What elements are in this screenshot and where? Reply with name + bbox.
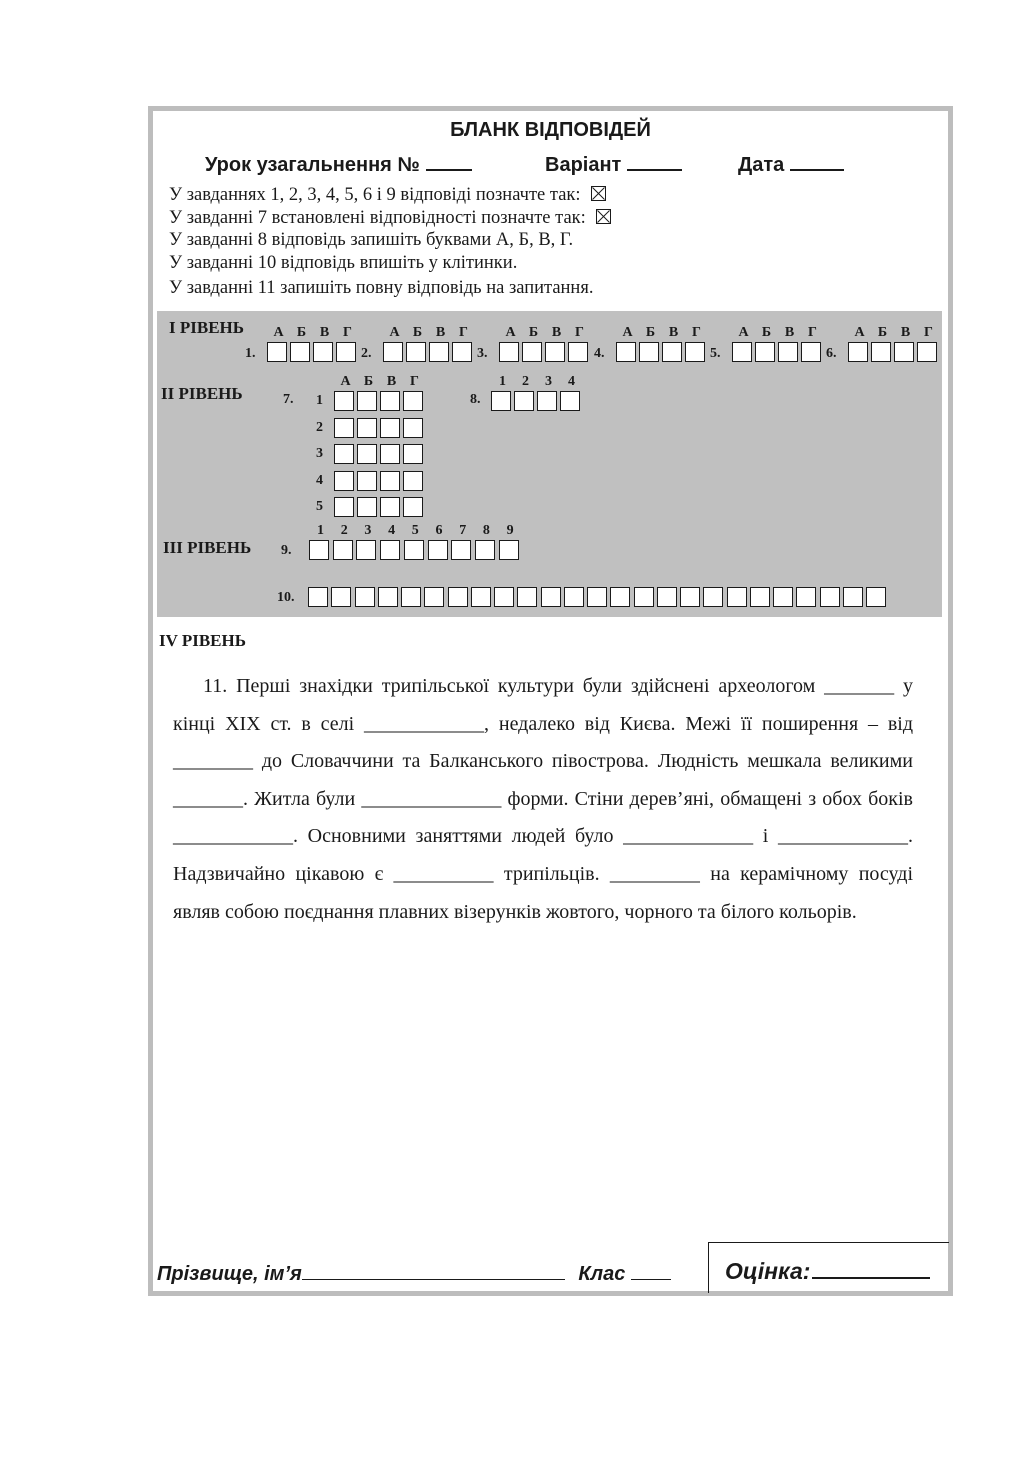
option-letter: В [900, 325, 911, 340]
answer-cell[interactable] [796, 587, 816, 607]
option-letter: Г [459, 325, 468, 340]
sequence-number: 3 [364, 523, 372, 538]
task-number: 7. [283, 392, 294, 407]
grade-label: Оцінка: [725, 1258, 811, 1284]
option-letter: А [505, 325, 516, 340]
answer-cell[interactable] [750, 587, 770, 607]
task-number: 10. [277, 590, 295, 605]
answer-cell[interactable] [424, 587, 444, 607]
task-11-text: 11. Перші знахідки трипільської культури були здійснені археологом _______ у кінці XIX ст. в селі ____________, недалеко від Києва. Межі її поширення – від ________ до Словаччини та Балканського півострова. Людність мешкала великими _______. Житла були ______________ форми. Стіни дерев’яні, обмащені з обох боків ____________. Основними заняттями людей було _____________ і _____________. Надзвичайно цікавою є __________ трипільців. _________ на керамічному посуді являв собою поєднання плавних візерунків жовтого, чорного та білого кольорів. [173, 675, 913, 923]
answer-cell[interactable] [568, 342, 588, 362]
answer-cell[interactable] [755, 342, 775, 362]
instruction-line [169, 208, 611, 229]
answer-cell[interactable] [383, 342, 403, 362]
date-blank[interactable] [790, 151, 844, 171]
row-number: 3 [316, 446, 323, 461]
answer-cell[interactable] [357, 497, 377, 517]
option-letter: Г [924, 325, 933, 340]
option-letter: Б [412, 325, 423, 340]
answer-cell[interactable] [380, 444, 400, 464]
answer-cell[interactable] [732, 342, 752, 362]
answer-cell[interactable] [403, 497, 423, 517]
answer-cell[interactable] [356, 540, 376, 560]
option-letter: А [622, 325, 633, 340]
answer-cell[interactable] [801, 342, 821, 362]
answer-cell[interactable] [848, 342, 868, 362]
date-label: Дата [738, 154, 785, 176]
answer-cell[interactable] [499, 540, 519, 560]
task-number: 5. [710, 346, 721, 361]
option-letter: Б [645, 325, 656, 340]
sequence-number: 9 [506, 523, 514, 538]
option-letter: Г [575, 325, 584, 340]
answer-cell[interactable] [639, 342, 659, 362]
answer-cell[interactable] [727, 587, 747, 607]
answer-cell[interactable] [403, 444, 423, 464]
answer-cell[interactable] [334, 444, 354, 464]
sequence-number: 1 [499, 374, 506, 389]
answer-cell[interactable] [404, 540, 424, 560]
instruction-text: У завданні 7 встановлені відповідності позначте так: [169, 208, 586, 228]
answer-cell[interactable] [451, 540, 471, 560]
answer-cell[interactable] [334, 391, 354, 411]
answer-cell[interactable] [491, 391, 511, 411]
answer-cell[interactable] [406, 342, 426, 362]
option-letter: Б [528, 325, 539, 340]
lesson-number-field [205, 151, 472, 177]
answer-cell[interactable] [452, 342, 472, 362]
answer-cell[interactable] [587, 587, 607, 607]
sequence-number: 2 [340, 523, 348, 538]
answer-cell[interactable] [309, 540, 329, 560]
answer-cell[interactable] [380, 471, 400, 491]
answer-cell[interactable] [560, 391, 580, 411]
level-1-label: І РІВЕНЬ [169, 318, 245, 337]
date-field [738, 151, 844, 177]
answer-cell[interactable] [334, 497, 354, 517]
answer-cell[interactable] [475, 540, 495, 560]
answer-cell[interactable] [403, 418, 423, 438]
variant-label: Варіант [545, 154, 622, 176]
sequence-number: 6 [435, 523, 443, 538]
task-11-text-block [173, 668, 913, 931]
row-number: 4 [316, 472, 323, 488]
instruction-text: У завданнях 1, 2, 3, 4, 5, 6 і 9 відповіді позначте так: [169, 185, 581, 205]
variant-field [545, 151, 682, 177]
answer-cell[interactable] [357, 471, 377, 491]
name-blank[interactable] [302, 1261, 565, 1280]
crossed-box-icon [591, 186, 606, 201]
name-label: Прізвище, ім’я [157, 1263, 302, 1285]
level-4-label: IV РІВЕНЬ [159, 631, 246, 650]
option-letter: А [389, 325, 400, 340]
grade-blank[interactable] [812, 1257, 930, 1279]
answer-cell[interactable] [634, 587, 654, 607]
answer-cell[interactable] [403, 471, 423, 491]
class-label: Клас [578, 1263, 626, 1285]
answer-cell[interactable] [610, 587, 630, 607]
answer-cell[interactable] [537, 391, 557, 411]
task-number: 2. [361, 346, 372, 361]
answer-cell[interactable] [336, 342, 356, 362]
sheet-title: БЛАНК ВІДПОВІДЕЙ [450, 119, 651, 141]
answer-cell[interactable] [871, 342, 891, 362]
answer-grid-area [157, 311, 942, 617]
answer-cell[interactable] [334, 471, 354, 491]
answer-cell[interactable] [517, 587, 537, 607]
variant-blank[interactable] [627, 151, 682, 171]
option-letter: В [668, 325, 679, 340]
sequence-number: 8 [482, 523, 490, 538]
answer-cell[interactable] [448, 587, 468, 607]
answer-cell[interactable] [917, 342, 937, 362]
option-letter: В [435, 325, 446, 340]
task-number: 8. [470, 392, 481, 407]
sequence-number: 7 [459, 523, 467, 538]
answer-cell[interactable] [703, 587, 723, 607]
answer-cell[interactable] [357, 418, 377, 438]
answer-cell[interactable] [403, 391, 423, 411]
row-number: 1 [316, 393, 323, 408]
sequence-number: 2 [522, 374, 529, 389]
answer-cell[interactable] [843, 587, 863, 607]
crossed-box-icon [596, 209, 611, 224]
option-letter: В [319, 325, 330, 340]
option-letter: А [273, 325, 284, 340]
answer-cell[interactable] [333, 540, 353, 560]
answer-cell[interactable] [514, 391, 534, 411]
answer-cell[interactable] [380, 391, 400, 411]
answer-cell[interactable] [778, 342, 798, 362]
task-number: 4. [594, 346, 605, 361]
answer-cell[interactable] [499, 342, 519, 362]
grade-box [708, 1242, 949, 1293]
answer-cell[interactable] [773, 587, 793, 607]
answer-cell[interactable] [894, 342, 914, 362]
option-letter: А [854, 325, 865, 340]
grade-field [725, 1257, 930, 1285]
task-number: 1. [245, 346, 256, 361]
option-letter: Г [343, 325, 352, 340]
answer-cell[interactable] [685, 342, 705, 362]
answer-cell[interactable] [545, 342, 565, 362]
instruction-line [169, 185, 606, 206]
answer-cell[interactable] [357, 391, 377, 411]
sequence-number: 5 [411, 523, 419, 538]
sequence-number: 3 [545, 374, 552, 389]
lesson-label: Урок узагальнення № [205, 154, 420, 176]
option-letter: Г [410, 374, 419, 389]
option-letter: В [784, 325, 795, 340]
answer-cell[interactable] [429, 342, 449, 362]
instruction-line: У завданні 8 відповідь запишіть буквами А, Б, В, Г. [169, 230, 574, 250]
level-2-label: ІІ РІВЕНЬ [161, 384, 243, 403]
answer-cell[interactable] [380, 418, 400, 438]
answer-cell[interactable] [401, 587, 421, 607]
task-number: 6. [826, 346, 837, 361]
option-letter: А [340, 374, 351, 389]
option-letter: Б [296, 325, 307, 340]
answer-cell[interactable] [378, 587, 398, 607]
option-letter: Г [692, 325, 701, 340]
answer-cell[interactable] [680, 587, 700, 607]
answer-cell[interactable] [308, 587, 328, 607]
answer-sheet [148, 106, 953, 1296]
answer-cell[interactable] [866, 587, 886, 607]
answer-cell[interactable] [357, 444, 377, 464]
answer-cell[interactable] [657, 587, 677, 607]
answer-cell[interactable] [662, 342, 682, 362]
answer-cell[interactable] [380, 540, 400, 560]
answer-cell[interactable] [471, 587, 491, 607]
task-number: 9. [281, 543, 292, 558]
answer-cell[interactable] [522, 342, 542, 362]
answer-cell[interactable] [313, 342, 333, 362]
answer-cell[interactable] [290, 342, 310, 362]
sequence-number: 1 [317, 523, 324, 538]
option-letter: В [386, 374, 397, 389]
level-3-label: ІІІ РІВЕНЬ [163, 538, 252, 557]
answer-cell[interactable] [494, 587, 514, 607]
row-number: 5 [316, 499, 323, 514]
sequence-number: 4 [568, 374, 575, 389]
answer-cell[interactable] [616, 342, 636, 362]
answer-cell[interactable] [820, 587, 840, 607]
answer-cell[interactable] [564, 587, 584, 607]
class-blank[interactable] [631, 1261, 671, 1280]
option-letter: А [738, 325, 749, 340]
task-number: 3. [477, 346, 488, 361]
sequence-number: 4 [388, 523, 396, 538]
answer-cell[interactable] [541, 587, 561, 607]
answer-cell[interactable] [331, 587, 351, 607]
row-number: 2 [316, 419, 323, 435]
answer-cell[interactable] [334, 418, 354, 438]
option-letter: В [551, 325, 562, 340]
option-letter: Б [363, 374, 374, 389]
instruction-line: У завданні 10 відповідь впишіть у клітинки. [169, 253, 518, 273]
lesson-number-blank[interactable] [426, 151, 472, 171]
student-info [157, 1261, 671, 1286]
instruction-line: У завданні 11 запишіть повну відповідь на запитання. [169, 278, 594, 298]
option-letter: Г [808, 325, 817, 340]
answer-cell[interactable] [380, 497, 400, 517]
answer-cell[interactable] [267, 342, 287, 362]
option-letter: Б [761, 325, 772, 340]
answer-cell[interactable] [355, 587, 375, 607]
answer-cell[interactable] [428, 540, 448, 560]
option-letter: Б [877, 325, 888, 340]
